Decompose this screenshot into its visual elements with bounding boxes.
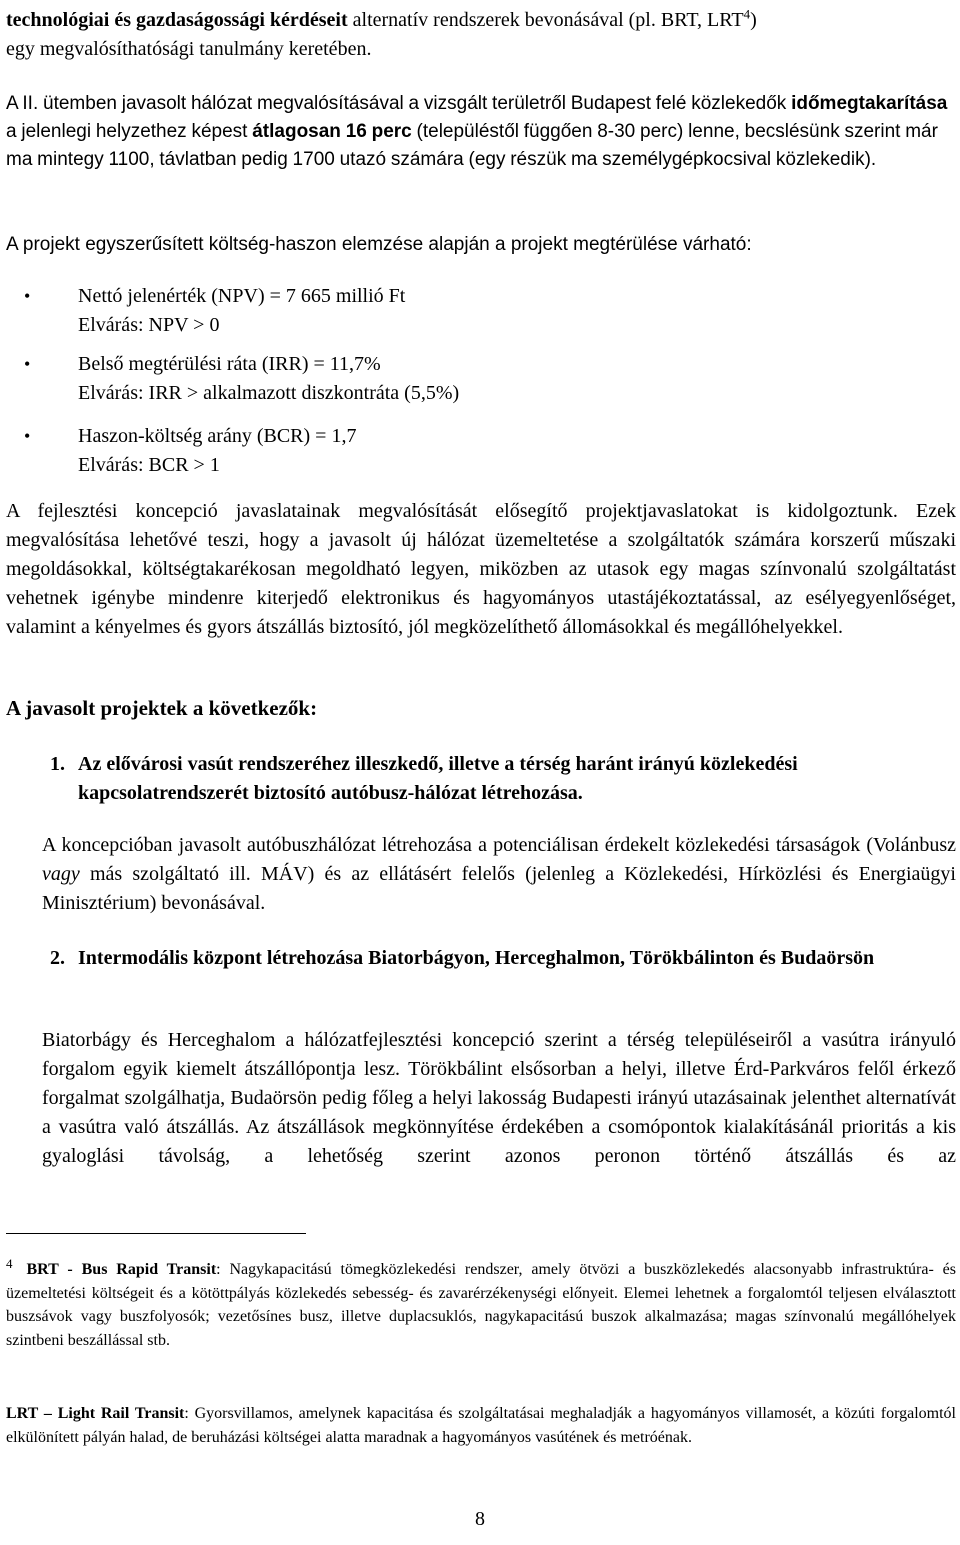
footnote-lrt	[6, 1402, 956, 1449]
bullet-line: Belső megtérülési ráta (IRR) = 11,7%	[78, 353, 381, 375]
footnote-ref[interactable]: 4	[743, 6, 751, 22]
bullet-line: Haszon-költség arány (BCR) = 1,7	[78, 425, 357, 447]
concept-paragraph: A fejlesztési koncepció javaslatainak megvalósítását elősegítő projektjavaslatokat is kidolgoztunk. Ezek megvalósítása lehetővé teszi, hogy a javasolt új hálózat üzemeltetése a szolgáltatók számára korszerű műszaki megoldásokkal, költségtakarékosan megoldható legyen, miközben az utasok egy magas színvonalú szolgáltatást vehetnek igénybe mindenre kiterjedő elektronikus és hagyományos utastájékoztatással, az esélyegyenlőséget, valamint a kényelmes és gyors átszállás biztosító, jól megközelíthető állomásokkal és megállóhelyekkel.	[6, 500, 956, 638]
bold-phrase: átlagosan 16 perc	[252, 121, 412, 142]
text-run: egy megvalósíthatósági tanulmány keretében.	[6, 38, 372, 60]
project-item-1-body	[42, 831, 956, 918]
footnote-separator	[6, 1233, 306, 1234]
item-title: Intermodális központ létrehozása Biatorbágyon, Herceghalmon, Törökbálinton és Budaörsön	[78, 947, 875, 969]
footnote-term: LRT – Light Rail Transit	[6, 1405, 185, 1422]
item-number: 2.	[50, 947, 65, 969]
footnote-brt	[6, 1255, 957, 1352]
bold-phrase: időmegtakarítása	[791, 93, 948, 114]
text-run: alternatív rendszerek bevonásával (pl. BRT, LRT	[347, 9, 744, 31]
item-title: Az elővárosi vasút rendszeréhez illeszkedő, illetve a térség haránt irányú közlekedési kapcsolatrendszerét biztosító autóbusz-hálózat létrehozása.	[78, 753, 798, 804]
section-heading: A javasolt projektek a következők:	[6, 696, 318, 720]
italic-word: vagy	[42, 863, 80, 885]
footnote-number: 4	[6, 1255, 13, 1271]
text-run: más szolgáltató ill. MÁV) és az ellátásért felelős (jelenleg a Közlekedési, Hírközlési és Energiaügyi Minisztérium) bevonásával.	[42, 863, 956, 914]
bullet-line: Nettó jelenérték (NPV) = 7 665 millió Ft	[78, 285, 406, 307]
text-run: A II. ütemben javasolt hálózat megvalósításával a vizsgált területről Budapest felé közlekedők	[6, 93, 792, 114]
bullet-icon: •	[24, 354, 31, 374]
text-run: : Nagykapacitású tömegközlekedési rendszer, amely ötvözi a buszközlekedés alacsonyabb infrastruktúra- és üzemeltetési költségeit és a kötöttpályás közlekedés sebesség- és zavarérzékenységi előnyeit. Elemei lehetnek a forgalomtól teljesen elválasztott buszsávok vagy buszfolyosók; vezetősínes busz, illetve duplacsuklós, nagykapacitású buszok alkalmazása; magas színvonalú megállóhelyek szintbeni beszállással stb.	[6, 1261, 957, 1349]
bullet-icon: •	[24, 286, 31, 306]
bullet-line: Elvárás: IRR > alkalmazott diszkontráta (5,5%)	[78, 382, 460, 404]
bullet-line: Elvárás: NPV > 0	[78, 314, 220, 336]
footnote-term: BRT - Bus Rapid Transit	[26, 1261, 217, 1278]
bullet-icon: •	[24, 426, 31, 446]
continuation-paragraph	[6, 6, 956, 64]
text-run: )	[750, 9, 757, 31]
bullet-line: Elvárás: BCR > 1	[78, 454, 220, 476]
page-number: 8	[475, 1508, 485, 1530]
stage2-paragraph	[6, 90, 956, 174]
project-item-2-body: Biatorbágy és Herceghalom a hálózatfejlesztési koncepció szerint a térség településeiről a vasútra irányuló forgalom egyik kiemelt átszállópontja lesz. Törökbálint elsősorban a helyi, illetve Érd-Parkváros felől érkező forgalmat szolgálhatja, Budaörsön pedig főleg a helyi lakosság Budapesti irányú utazásainak jelenthet alternatívát a vasútra való átszállás. Az átszállások megkönnyítése érdekében a csomópontok kialakításánál prioritás a kis gyaloglási távolság, a lehetőség szerint azonos peronon történő átszállás és az	[42, 1029, 956, 1167]
item-number: 1.	[50, 753, 65, 775]
bold-phrase: technológiai és gazdaságossági kérdéseit	[6, 9, 348, 31]
text-run: a jelenlegi helyzethez képest	[6, 121, 253, 142]
text-run: A koncepcióban javasolt autóbuszhálózat létrehozása a potenciálisan érdekelt közlekedési társaságok (Volánbusz	[42, 834, 956, 856]
cba-intro: A projekt egyszerűsített költség-haszon elemzése alapján a projekt megtérülése várható:	[6, 234, 752, 255]
text-run: : Gyorsvillamos, amelynek kapacitása és szolgáltatásai meghaladják a hagyományos villamosét, a közúti forgalomtól elkülönített pályán halad, de beruházási költségei alatta maradnak a hagyományos vasútének és metróénak.	[6, 1405, 956, 1446]
text-run: (településtől függően 8-30 perc) lenne, becslésünk szerint már ma mintegy 1100, távlatban pedig 1700 utazó számára (egy részük ma személygépkocsival közlekedik).	[6, 121, 938, 170]
